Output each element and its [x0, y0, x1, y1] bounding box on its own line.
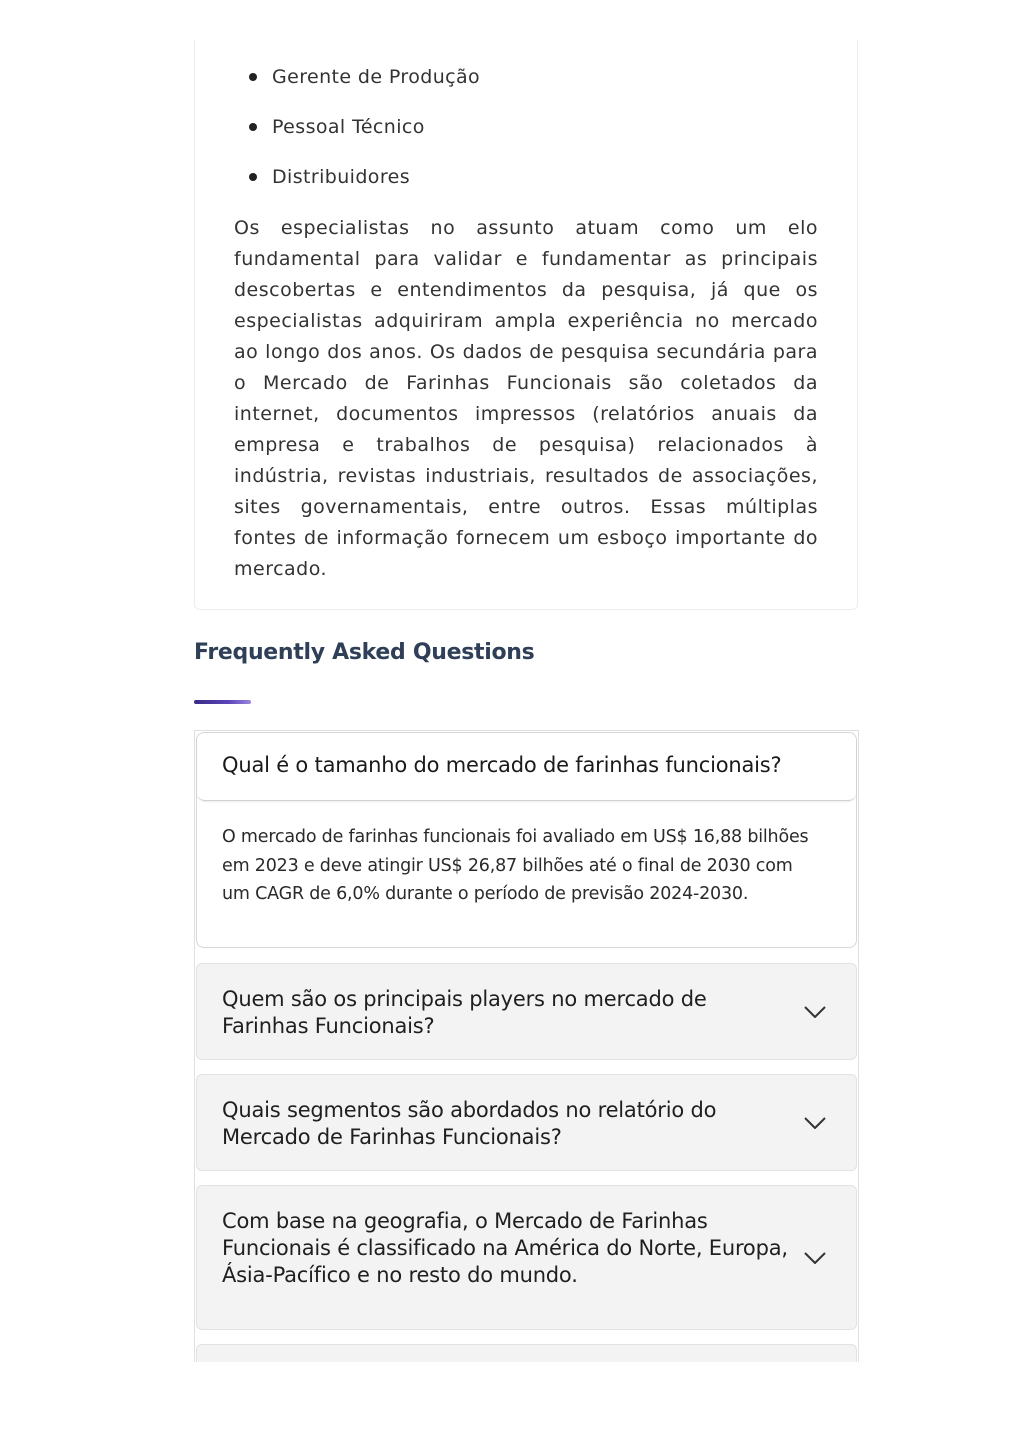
list-item-label: Gerente de Produção — [272, 66, 481, 88]
heading-underline — [194, 700, 251, 704]
faq-heading: Frequently Asked Questions — [194, 640, 535, 665]
list-item — [248, 162, 480, 212]
page-bottom-margin — [0, 1362, 1024, 1449]
list-item-label: Pessoal Técnico — [272, 116, 425, 138]
faq-question: Qual é o tamanho do mercado de farinhas funcionais? — [222, 753, 782, 777]
bullet-icon — [249, 73, 257, 81]
chevron-down-icon[interactable] — [804, 1006, 826, 1018]
expert-sources-list — [248, 62, 480, 212]
faq-item-collapsed[interactable] — [196, 1074, 857, 1171]
faq-item-expanded — [196, 732, 857, 948]
chevron-down-icon[interactable] — [804, 1117, 826, 1129]
bullet-icon — [249, 123, 257, 131]
list-item — [248, 62, 480, 112]
faq-question: Com base na geografia, o Mercado de Farinhas Funcionais é classificado na América do Norte, Europa, Ásia-Pacífico e no resto do mundo. — [222, 1209, 788, 1287]
faq-question-toggle[interactable] — [197, 733, 856, 801]
faq-item-collapsed[interactable] — [196, 963, 857, 1060]
methodology-paragraph: Os especialistas no assunto atuam como um elo fundamental para validar e fundamentar as principais descobertas e entendimentos da pesquisa, já que os especialistas adquiriram ampla experiência no mercado ao longo dos anos. Os dados de pesquisa secundária para o Mercado de Farinhas Funcionais são coletados da internet, documentos impressos (relatórios anuais da empresa e trabalhos de pesquisa) relacionados à indústria, revistas industriais, resultados de associações, sites governamentais, entre outros. Essas múltiplas fontes de informação fornecem um esboço importante do mercado. — [234, 217, 818, 580]
list-item — [248, 112, 480, 162]
faq-item-collapsed[interactable] — [196, 1185, 857, 1330]
bullet-icon — [249, 173, 257, 181]
chevron-down-icon[interactable] — [804, 1252, 826, 1264]
faq-answer: O mercado de farinhas funcionais foi avaliado em US$ 16,88 bilhões em 2023 e deve atingir US$ 26,87 bilhões até o final de 2030 com um CAGR de 6,0% durante o período de previsão 2024-2030. — [222, 827, 809, 904]
list-item-label: Distribuidores — [272, 166, 410, 188]
faq-question: Quem são os principais players no mercado de Farinhas Funcionais? — [222, 987, 707, 1038]
faq-question: Quais segmentos são abordados no relatório do Mercado de Farinhas Funcionais? — [222, 1098, 717, 1149]
